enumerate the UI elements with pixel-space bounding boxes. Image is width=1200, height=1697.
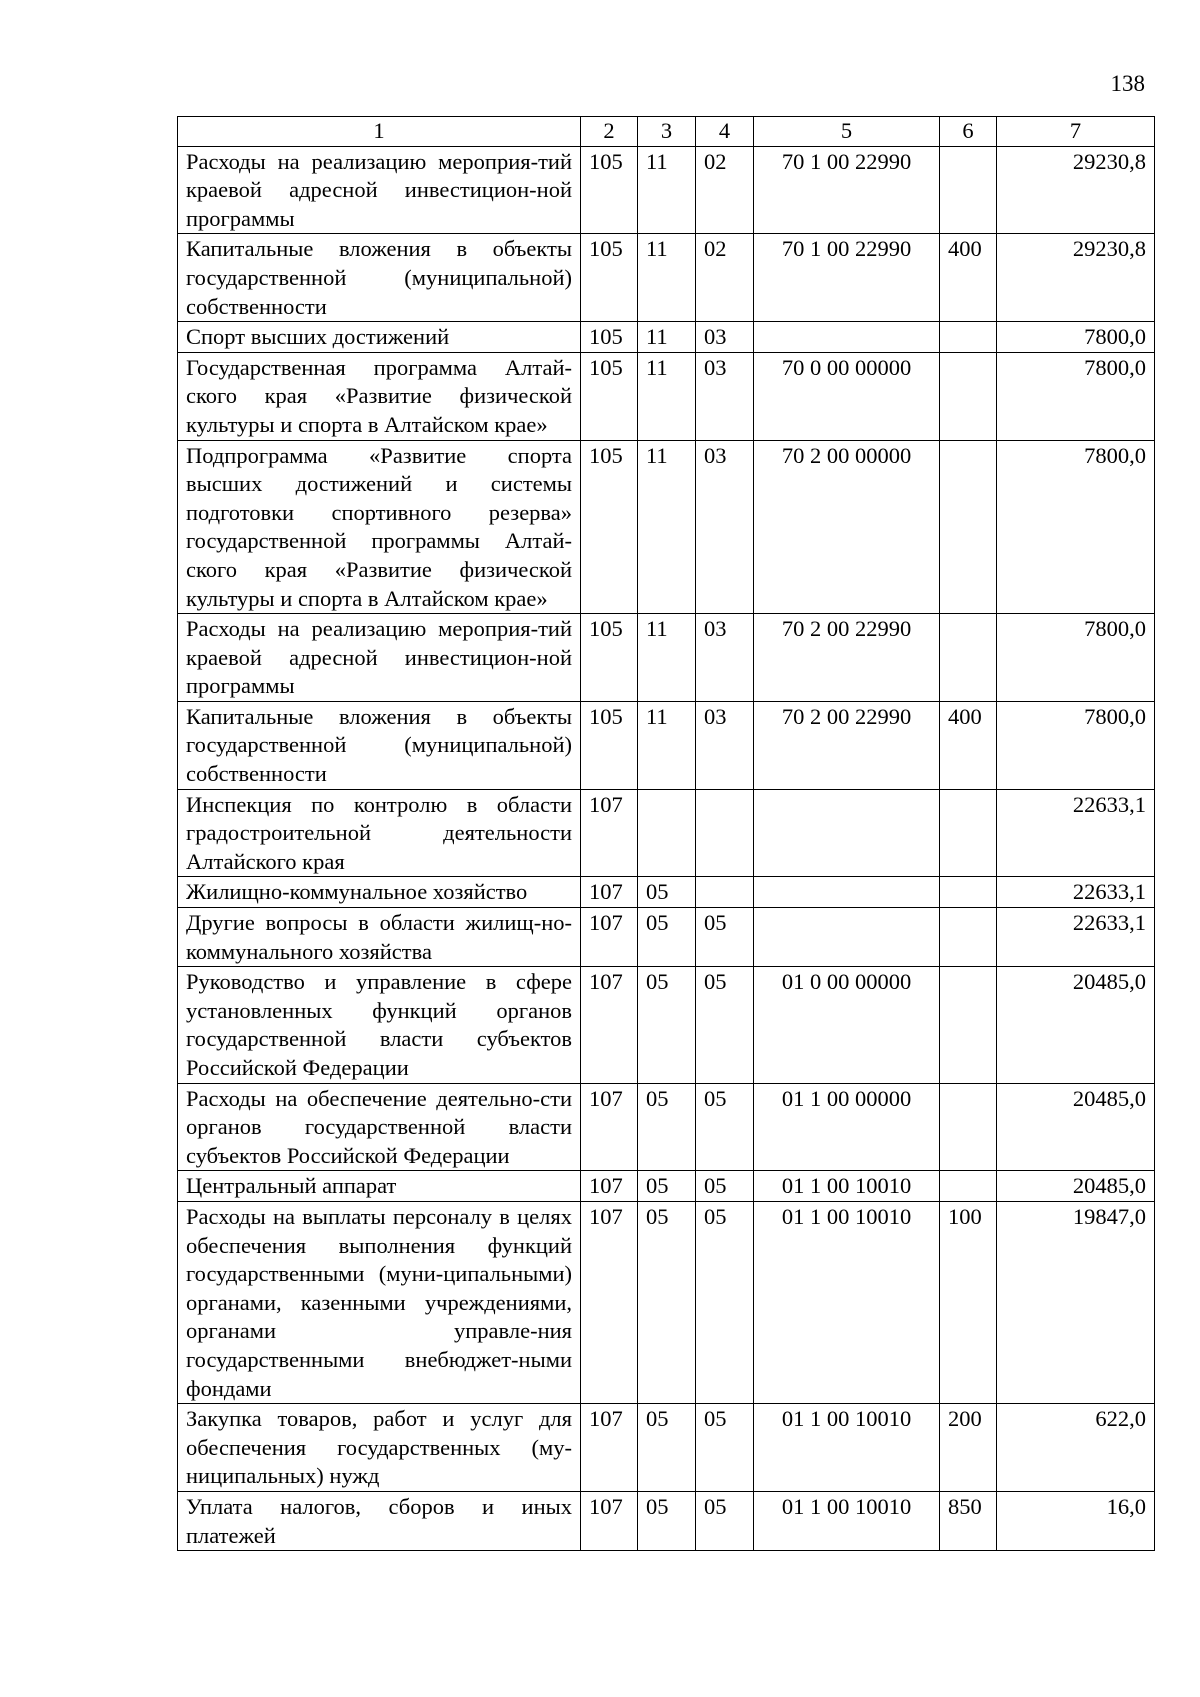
section-code-cell: 107 (581, 1171, 638, 1202)
subsection-code-cell: 11 (638, 352, 696, 440)
target-article-cell: 01 1 00 10010 (754, 1404, 940, 1492)
table-row (178, 908, 1155, 967)
amount-cell: 16,0 (997, 1491, 1155, 1550)
amount-cell: 20485,0 (997, 1171, 1155, 1202)
column-header-3: 3 (638, 117, 696, 147)
target-article-cell: 70 1 00 22990 (754, 146, 940, 234)
header-row (178, 117, 1155, 147)
expense-type-cell (940, 352, 997, 440)
subsection-code-cell: 05 (638, 908, 696, 967)
subsection-detail-code-cell: 05 (696, 1491, 754, 1550)
table-row (178, 1491, 1155, 1550)
table-row (178, 440, 1155, 614)
table-row (178, 1404, 1155, 1492)
column-header-2: 2 (581, 117, 638, 147)
row-name-cell: Центральный аппарат (178, 1171, 581, 1202)
amount-cell: 22633,1 (997, 908, 1155, 967)
target-article-cell: 01 1 00 10010 (754, 1491, 940, 1550)
subsection-detail-code-cell: 02 (696, 146, 754, 234)
target-article-cell (754, 877, 940, 908)
subsection-code-cell: 11 (638, 440, 696, 614)
subsection-detail-code-cell: 05 (696, 908, 754, 967)
table-body (178, 146, 1155, 1551)
subsection-detail-code-cell (696, 877, 754, 908)
amount-cell: 7800,0 (997, 701, 1155, 789)
row-name-cell: Государственная программа Алтай-ского края «Развитие физической культуры и спорта в Алтайском крае» (178, 352, 581, 440)
expense-type-cell: 850 (940, 1491, 997, 1550)
subsection-code-cell: 05 (638, 1171, 696, 1202)
target-article-cell (754, 322, 940, 353)
amount-cell: 20485,0 (997, 1083, 1155, 1171)
subsection-detail-code-cell: 03 (696, 440, 754, 614)
subsection-detail-code-cell (696, 789, 754, 877)
subsection-detail-code-cell: 03 (696, 701, 754, 789)
target-article-cell (754, 908, 940, 967)
section-code-cell: 105 (581, 701, 638, 789)
amount-cell: 7800,0 (997, 352, 1155, 440)
section-code-cell: 107 (581, 1404, 638, 1492)
target-article-cell: 70 2 00 22990 (754, 701, 940, 789)
expense-type-cell (940, 967, 997, 1083)
amount-cell: 622,0 (997, 1404, 1155, 1492)
row-name-cell: Руководство и управление в сфере установленных функций органов государственной власти субъектов Российской Федерации (178, 967, 581, 1083)
expense-type-cell (940, 322, 997, 353)
amount-cell: 29230,8 (997, 234, 1155, 322)
column-header-5: 5 (754, 117, 940, 147)
amount-cell: 22633,1 (997, 877, 1155, 908)
subsection-code-cell: 11 (638, 146, 696, 234)
subsection-code-cell: 11 (638, 234, 696, 322)
subsection-code-cell: 11 (638, 614, 696, 702)
page-number: 138 (1110, 71, 1145, 96)
subsection-code-cell: 11 (638, 701, 696, 789)
section-code-cell: 105 (581, 322, 638, 353)
target-article-cell: 70 0 00 00000 (754, 352, 940, 440)
amount-cell: 20485,0 (997, 967, 1155, 1083)
target-article-cell: 01 1 00 00000 (754, 1083, 940, 1171)
section-code-cell: 105 (581, 614, 638, 702)
expense-type-cell (940, 1083, 997, 1171)
target-article-cell: 01 1 00 10010 (754, 1171, 940, 1202)
target-article-cell: 70 2 00 22990 (754, 614, 940, 702)
row-name-cell: Капитальные вложения в объекты государственной (муниципальной) собственности (178, 701, 581, 789)
table-row (178, 352, 1155, 440)
amount-cell: 19847,0 (997, 1201, 1155, 1403)
row-name-cell: Расходы на обеспечение деятельно-сти органов государственной власти субъектов Российской Федерации (178, 1083, 581, 1171)
row-name-cell: Капитальные вложения в объекты государственной (муниципальной) собственности (178, 234, 581, 322)
subsection-detail-code-cell: 03 (696, 352, 754, 440)
expense-type-cell (940, 440, 997, 614)
subsection-code-cell: 05 (638, 1404, 696, 1492)
row-name-cell: Закупка товаров, работ и услуг для обеспечения государственных (му-ниципальных) нужд (178, 1404, 581, 1492)
section-code-cell: 105 (581, 234, 638, 322)
table-row (178, 322, 1155, 353)
target-article-cell: 01 0 00 00000 (754, 967, 940, 1083)
expense-type-cell: 400 (940, 701, 997, 789)
table-row (178, 1083, 1155, 1171)
subsection-detail-code-cell: 03 (696, 322, 754, 353)
section-code-cell: 107 (581, 1201, 638, 1403)
subsection-detail-code-cell: 03 (696, 614, 754, 702)
expense-type-cell (940, 146, 997, 234)
table-row (178, 234, 1155, 322)
expense-type-cell (940, 908, 997, 967)
amount-cell: 29230,8 (997, 146, 1155, 234)
section-code-cell: 105 (581, 146, 638, 234)
subsection-code-cell (638, 789, 696, 877)
amount-cell: 7800,0 (997, 322, 1155, 353)
subsection-detail-code-cell: 05 (696, 1171, 754, 1202)
row-name-cell: Спорт высших достижений (178, 322, 581, 353)
expense-type-cell (940, 1171, 997, 1202)
subsection-code-cell: 05 (638, 1083, 696, 1171)
row-name-cell: Подпрограмма «Развитие спорта высших достижений и системы подготовки спортивного резерва» государственной программы Алтай-ского края «Развитие физической культуры и спорта в Алтайском крае» (178, 440, 581, 614)
row-name-cell: Жилищно-коммунальное хозяйство (178, 877, 581, 908)
subsection-detail-code-cell: 02 (696, 234, 754, 322)
section-code-cell: 107 (581, 967, 638, 1083)
expense-type-cell: 100 (940, 1201, 997, 1403)
expense-type-cell: 400 (940, 234, 997, 322)
amount-cell: 22633,1 (997, 789, 1155, 877)
amount-cell: 7800,0 (997, 614, 1155, 702)
budget-table (177, 116, 1155, 1551)
expense-type-cell (940, 789, 997, 877)
target-article-cell: 01 1 00 10010 (754, 1201, 940, 1403)
target-article-cell: 70 1 00 22990 (754, 234, 940, 322)
row-name-cell: Уплата налогов, сборов и иных платежей (178, 1491, 581, 1550)
section-code-cell: 105 (581, 352, 638, 440)
section-code-cell: 107 (581, 877, 638, 908)
table-row (178, 877, 1155, 908)
column-header-4: 4 (696, 117, 754, 147)
table-row (178, 146, 1155, 234)
table-row (178, 1201, 1155, 1403)
subsection-code-cell: 05 (638, 1201, 696, 1403)
subsection-detail-code-cell: 05 (696, 1083, 754, 1171)
row-name-cell: Инспекция по контролю в области градостроительной деятельности Алтайского края (178, 789, 581, 877)
row-name-cell: Другие вопросы в области жилищ-но-коммунального хозяйства (178, 908, 581, 967)
subsection-detail-code-cell: 05 (696, 1404, 754, 1492)
section-code-cell: 107 (581, 908, 638, 967)
column-header-6: 6 (940, 117, 997, 147)
amount-cell: 7800,0 (997, 440, 1155, 614)
table-row (178, 967, 1155, 1083)
table-row (178, 614, 1155, 702)
row-name-cell: Расходы на реализацию мероприя-тий краевой адресной инвестицион-ной программы (178, 146, 581, 234)
section-code-cell: 107 (581, 789, 638, 877)
column-header-1: 1 (178, 117, 581, 147)
section-code-cell: 107 (581, 1491, 638, 1550)
subsection-code-cell: 05 (638, 967, 696, 1083)
table-row (178, 701, 1155, 789)
subsection-code-cell: 05 (638, 877, 696, 908)
subsection-code-cell: 05 (638, 1491, 696, 1550)
subsection-detail-code-cell: 05 (696, 1201, 754, 1403)
column-header-7: 7 (997, 117, 1155, 147)
subsection-detail-code-cell: 05 (696, 967, 754, 1083)
target-article-cell: 70 2 00 00000 (754, 440, 940, 614)
section-code-cell: 107 (581, 1083, 638, 1171)
table-row (178, 1171, 1155, 1202)
target-article-cell (754, 789, 940, 877)
expense-type-cell: 200 (940, 1404, 997, 1492)
row-name-cell: Расходы на выплаты персоналу в целях обеспечения выполнения функций государственными (муни-ципальными) органами, казенными учреждениями, органами управле-ния государственными внебюджет-ными фондами (178, 1201, 581, 1403)
table-row (178, 789, 1155, 877)
row-name-cell: Расходы на реализацию мероприя-тий краевой адресной инвестицион-ной программы (178, 614, 581, 702)
section-code-cell: 105 (581, 440, 638, 614)
expense-type-cell (940, 877, 997, 908)
subsection-code-cell: 11 (638, 322, 696, 353)
expense-type-cell (940, 614, 997, 702)
